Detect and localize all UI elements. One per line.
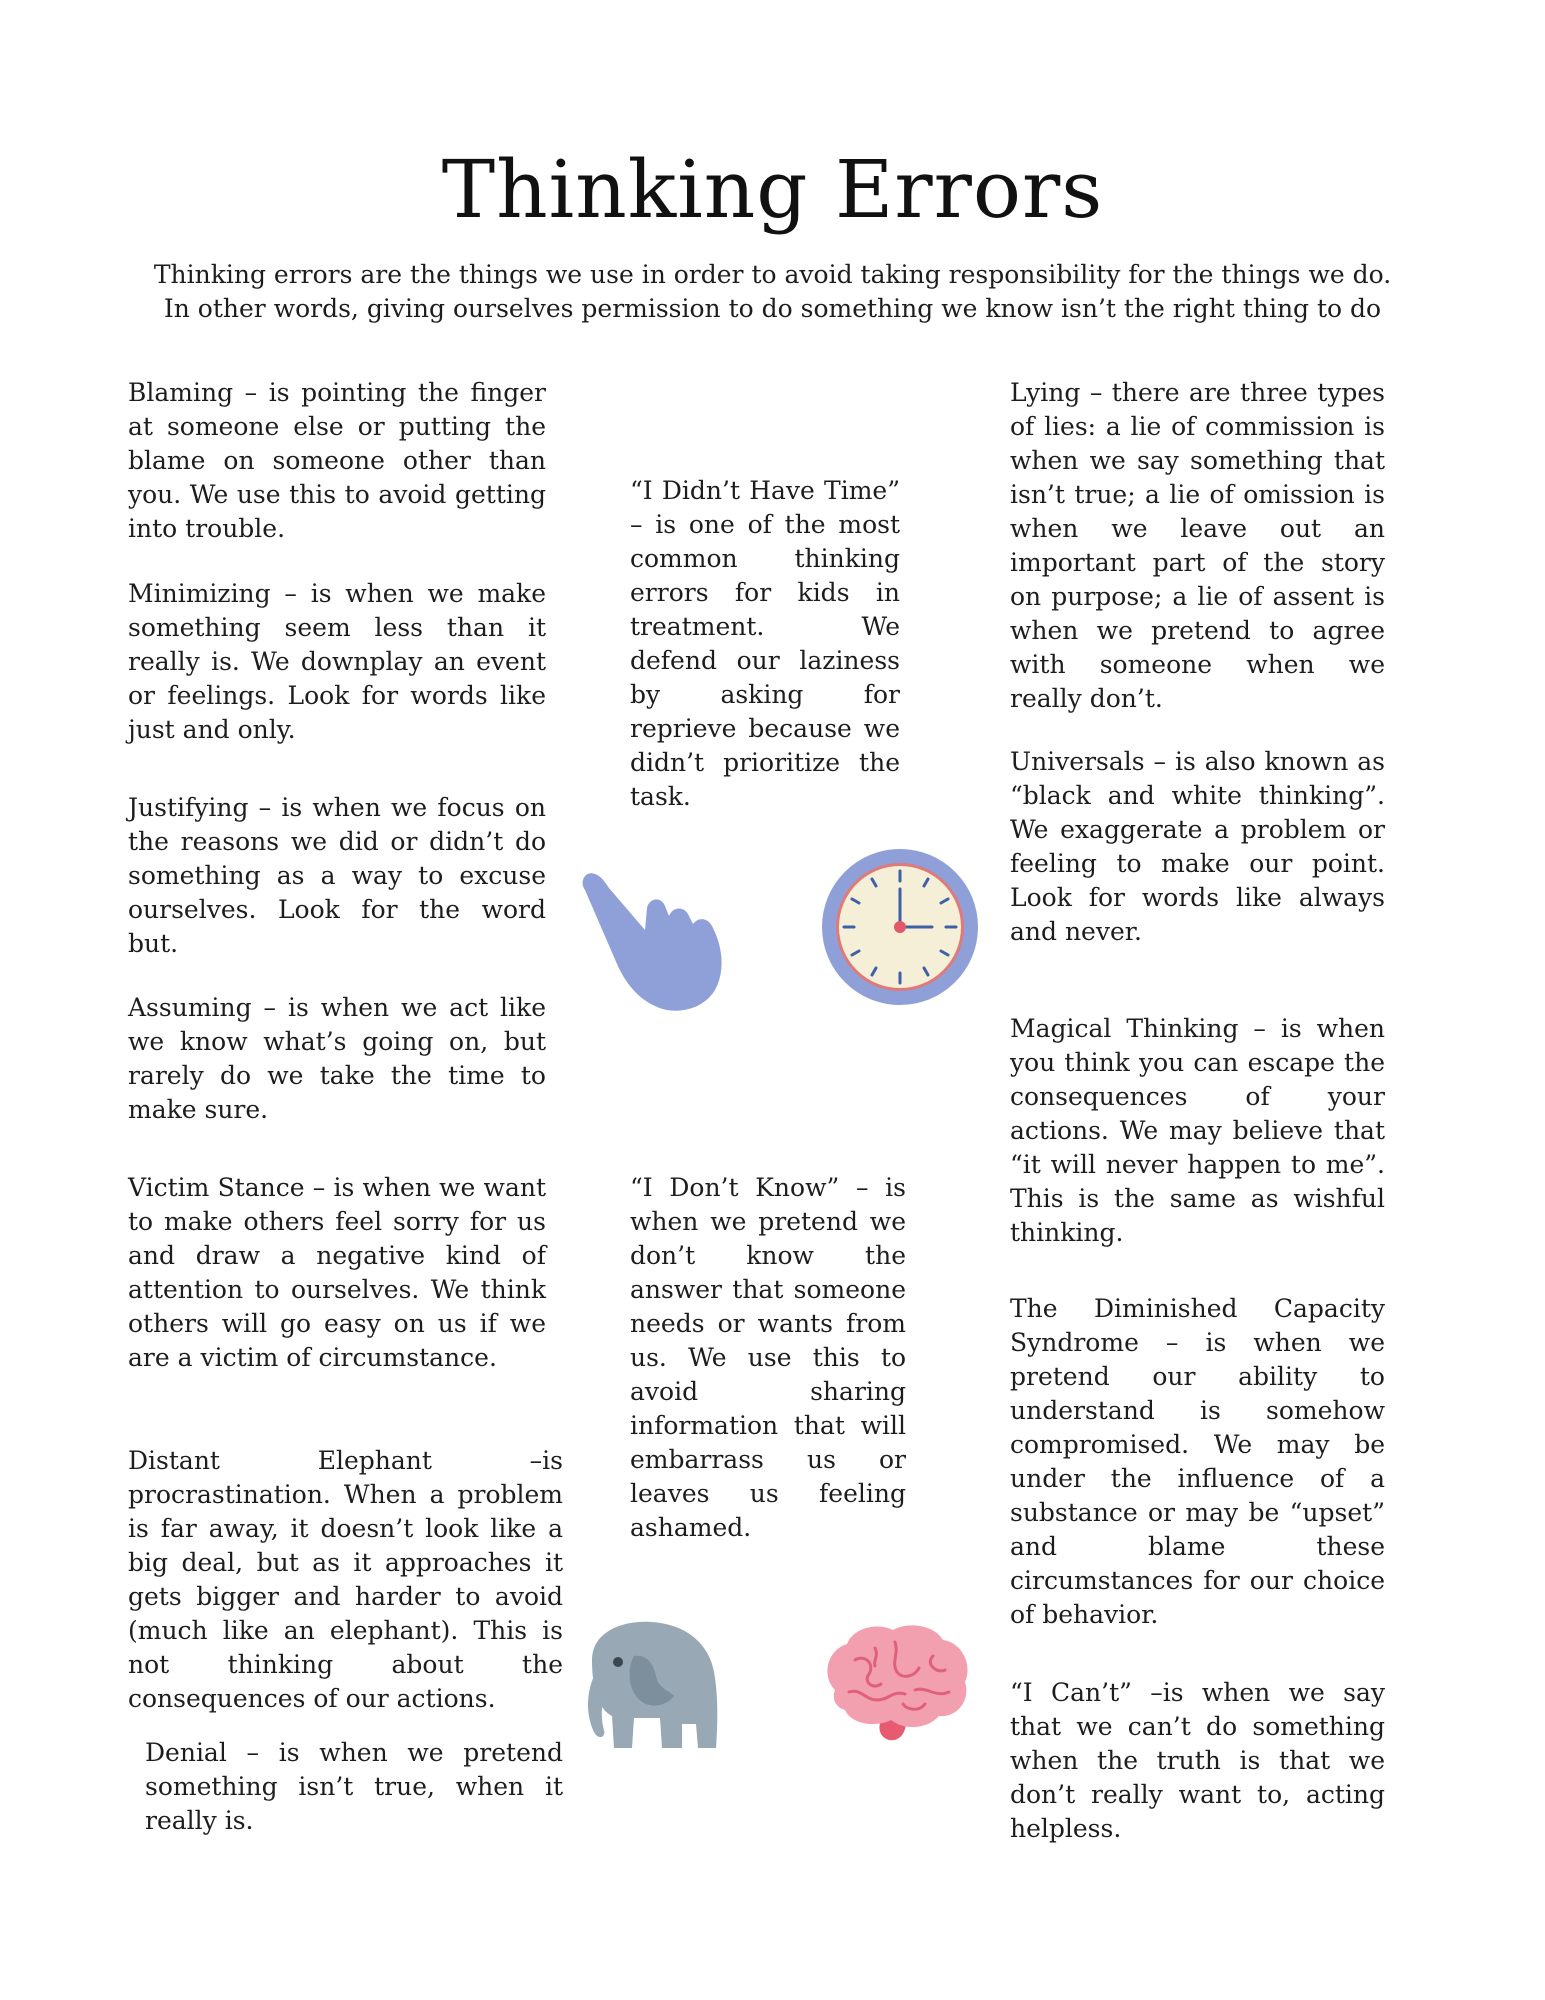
distant-elephant-paragraph: Distant Elephant –is procrastination. When a problem is far away, it doesn’t look like a big deal, but as it approaches it gets bigger and harder to avoid (much like an elephant). This is not thinking about the consequences of our actions. [128, 1446, 563, 1713]
denial-paragraph: Denial – is when we pretend something isn’t true, when it really is. [145, 1738, 563, 1835]
lying-paragraph: Lying – there are three types of lies: a lie of commission is when we say something that isn’t true; a lie of omission is when we leave out an important part of the story on purpose; a lie of assent is when we pretend to agree with someone when we really don’t. [1010, 378, 1385, 713]
pointing-hand-icon [575, 868, 735, 1013]
universals-paragraph: Universals – is also known as “black and white thinking”. We exaggerate a problem or feeling to make our point. Look for words like always and never. [1010, 747, 1385, 946]
victim-stance-paragraph: Victim Stance – is when we want to make others feel sorry for us and draw a negative kind of attention to ourselves. We think others will go easy on us if we are a victim of circumstance. [128, 1173, 546, 1372]
didnt-have-time-paragraph: “I Didn’t Have Time” – is one of the most common thinking errors for kids in treatment. We defend our laziness by asking for reprieve because we didn’t prioritize the task. [630, 476, 900, 811]
clock-icon [820, 847, 980, 1007]
intro-text: Thinking errors are the things we use in order to avoid taking responsibility for the things we do. In other words, giving ourselves permission to do something we know isn’t the right thing to do [153, 260, 1392, 323]
dont-know-paragraph: “I Don’t Know” – is when we pretend we don’t know the answer that someone needs or wants from us. We use this to avoid sharing information that will embarrass us or leaves us feeling ashamed. [630, 1173, 906, 1542]
minimizing-paragraph: Minimizing – is when we make something seem less than it really is. We downplay an event or feelings. Look for words like just and only. [128, 579, 546, 744]
i-cant-paragraph: “I Can’t” –is when we say that we can’t do something when the truth is that we don’t really want to, acting helpless. [1010, 1678, 1385, 1843]
magical-thinking-paragraph: Magical Thinking – is when you think you can escape the consequences of your actions. We may believe that “it will never happen to me”. This is the same as wishful thinking. [1010, 1014, 1385, 1247]
assuming-paragraph: Assuming – is when we act like we know what’s going on, but rarely do we take the time to make sure. [128, 993, 546, 1124]
justifying-paragraph: Justifying – is when we focus on the reasons we did or didn’t do something as a way to excuse ourselves. Look for the word but. [128, 793, 546, 958]
brain-icon [815, 1620, 975, 1755]
diminished-capacity-paragraph: The Diminished Capacity Syndrome – is when we pretend our ability to understand is somehow compromised. We may be under the influence of a substance or may be “upset” and blame these circumstances for our choice of behavior. [1010, 1294, 1385, 1629]
elephant-icon [572, 1620, 727, 1755]
page-title: Thinking Errors [441, 143, 1104, 236]
blaming-paragraph: Blaming – is pointing the finger at someone else or putting the blame on someone other than you. We use this to avoid getting into trouble. [128, 378, 546, 543]
